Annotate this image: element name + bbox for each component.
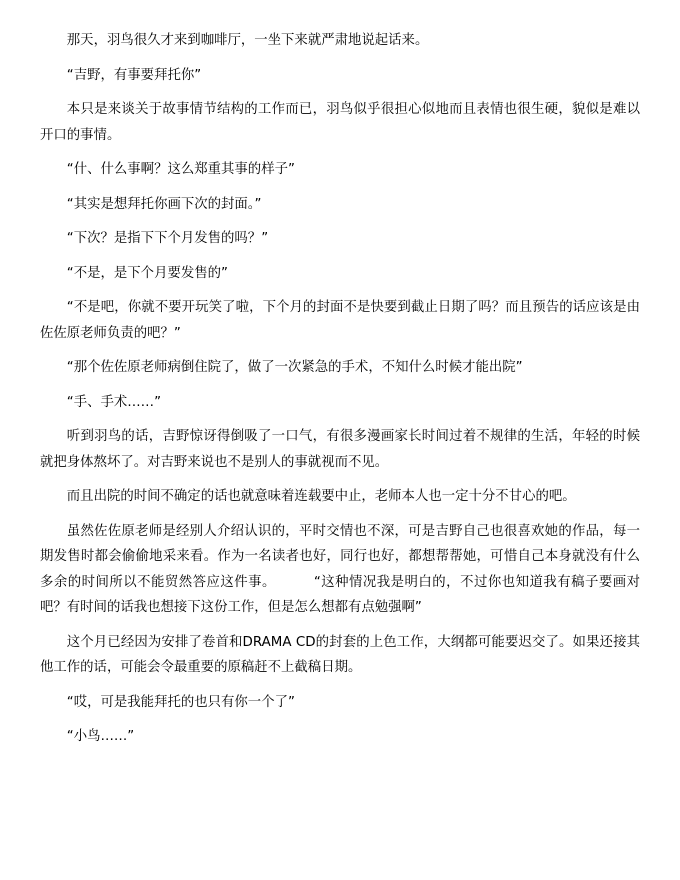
paragraph: 本只是来谈关于故事情节结构的工作而已，羽鸟似乎很担心似地而且表情也很生硬，貌似是难以开口的事情。 [40,102,640,143]
paragraph: “下次？是指下下个月发售的吗？” [66,231,269,246]
paragraph: 那天，羽鸟很久才来到咖啡厅，一坐下来就严肃地说起话来。 [66,33,429,48]
paragraph: 而且出院的时间不确定的话也就意味着连载要中止，老师本人也一定十分不甘心的吧。 [66,489,576,504]
paragraph: “不是吧，你就不要开玩笑了啦，下个月的封面不是快要到截止日期了吗？而且预告的话应该是由佐佐原老师负责的吧？” [40,300,640,341]
paragraph: “吉野，有事要拜托你” [66,67,202,83]
paragraph: 虽然佐佐原老师是经别人介绍认识的，平时交情也不深，可是吉野自己也很喜欢她的作品，每一期发售时都会偷偷地采来看。作为一名读者也好，同行也好，都想帮帮她，可惜自己本身就没有什么多余的时间所以不能贸然答应这件事。 “这种情况我是明白的，不过你也知道我有稿子要画对吧？有时间的话我也想接下这份工作，但是怎么想都有点勉强啊” [40,523,640,615]
document-body [40,28,640,750]
paragraph: “其实是想拜托你画下次的封面。” [66,196,262,212]
paragraph: “手、手术……” [66,394,162,410]
paragraph: “小鸟……” [66,729,135,744]
paragraph: 听到羽鸟的话，吉野惊讶得倒吸了一口气，有很多漫画家长时间过着不规律的生活，年轻的时候就把身体熬坏了。对吉野来说也不是别人的事就视而不见。 [40,429,640,470]
paragraph: “不是，是下个月要发售的” [66,265,228,281]
paragraph: “哎，可是我能拜托的也只有你一个了” [66,694,295,710]
paragraph: “那个佐佐原老师病倒住院了，做了一次紧急的手术，不知什么时候才能出院” [66,360,523,375]
paragraph: 这个月已经因为安排了卷首和DRAMA CD的封套的上色工作，大纲都可能要迟交了。如果还接其他工作的话，可能会令最重要的原稿赶不上截稿日期。 [40,634,640,675]
paragraph: “什、什么事啊？这么郑重其事的样子” [66,162,295,177]
